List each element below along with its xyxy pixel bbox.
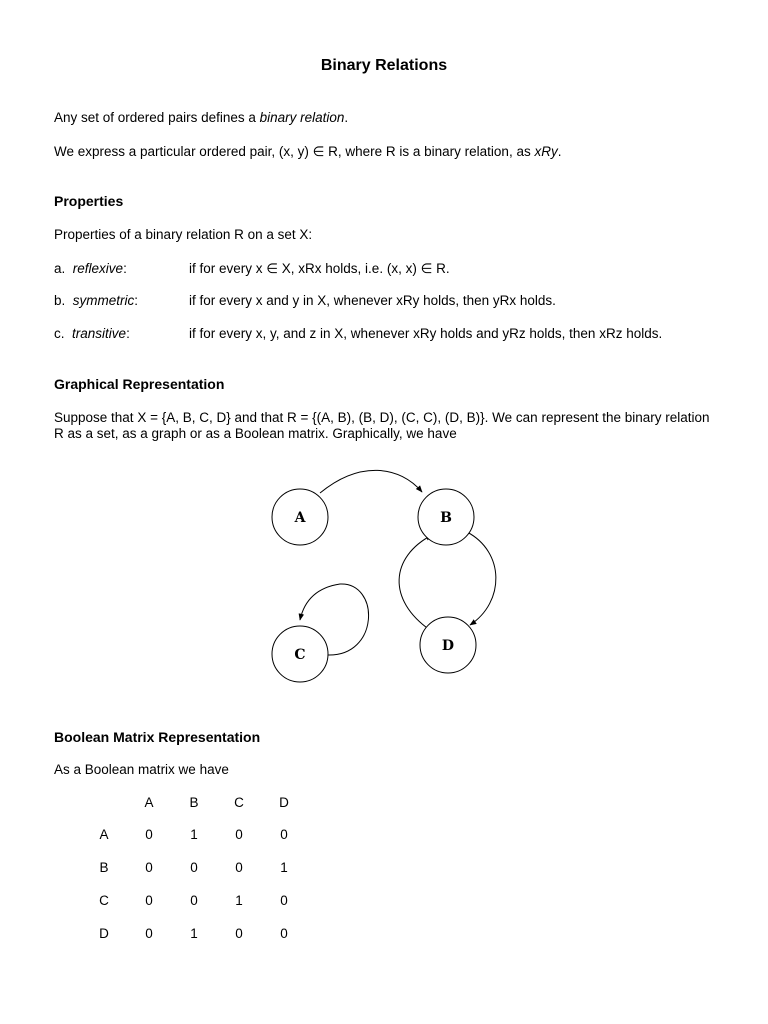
matrix-row-header: C (99, 893, 109, 908)
matrix-cell: 0 (145, 827, 153, 842)
matrix-cell: 0 (190, 860, 198, 875)
matrix-cell: 0 (190, 893, 198, 908)
binary-relation-term: binary relation (259, 110, 345, 125)
intro-line-1 (54, 110, 348, 126)
matrix-cell: 0 (235, 827, 243, 842)
matrix-cell: 0 (145, 893, 153, 908)
node-c-label: C (294, 647, 306, 663)
property-name: transitive (72, 326, 127, 341)
matrix-row-header: A (99, 827, 109, 842)
property-reflexive-desc: if for every x ∈ X, xRx holds, i.e. (x, x) ∈ R. (189, 261, 450, 276)
properties-heading: Properties (54, 193, 124, 209)
property-symmetric-label (54, 293, 138, 309)
property-name: symmetric (72, 293, 135, 308)
property-colon: : (126, 326, 130, 341)
page-title: Binary Relations (320, 57, 448, 74)
properties-lead: Properties of a binary relation R on a set X: (54, 227, 313, 242)
edge-d-b (399, 535, 432, 630)
node-b-label: B (440, 510, 452, 526)
matrix-cell: 1 (190, 926, 198, 941)
matrix-row-header: D (99, 926, 109, 941)
intro-line-2-period: . (557, 144, 562, 159)
property-symmetric-desc: if for every x and y in X, whenever xRy holds, then yRx holds. (189, 293, 556, 308)
matrix-cell: 0 (235, 860, 243, 875)
property-transitive-label (54, 326, 130, 342)
edge-b-d (467, 532, 496, 625)
xry-notation: xRy (534, 144, 558, 159)
intro-line-2-text: We express a particular ordered pair, (x, y) ∈ R, where R is a binary relation, as (54, 144, 535, 159)
property-colon: : (123, 261, 127, 276)
property-reflexive-label (54, 261, 127, 277)
graphical-heading: Graphical Representation (54, 376, 225, 392)
matrix-cell: 1 (190, 827, 198, 842)
matrix-cell: 0 (280, 827, 288, 842)
property-name: reflexive (72, 261, 124, 276)
property-letter: b. (54, 293, 66, 308)
matrix-lead: As a Boolean matrix we have (54, 762, 229, 777)
matrix-cell: 0 (280, 926, 288, 941)
node-a-label: A (294, 510, 306, 526)
intro-line-1-period: . (344, 110, 349, 125)
matrix-cell: 1 (280, 860, 288, 875)
node-d-label: D (441, 638, 455, 654)
matrix-cell: 0 (280, 893, 288, 908)
property-transitive-desc: if for every x, y, and z in X, whenever xRy holds and yRz holds, then xRz holds. (189, 326, 663, 341)
matrix-col-header: C (234, 795, 244, 810)
property-letter: c. (54, 326, 65, 341)
edge-a-b (320, 470, 422, 493)
relation-graph (260, 462, 510, 692)
property-letter: a. (54, 261, 66, 276)
intro-line-2 (54, 144, 561, 160)
matrix-row-header: B (99, 860, 109, 875)
matrix-cell: 0 (145, 860, 153, 875)
matrix-cell: 0 (235, 926, 243, 941)
graphical-paragraph: Suppose that X = {A, B, C, D} and that R = {(A, B), (B, D), (C, C), (D, B)}. We can represent the binary relation R as a set, as a graph or as a Boolean matrix. Graphically, we have (54, 410, 710, 441)
matrix-col-header: B (189, 795, 199, 810)
matrix-cell: 1 (235, 893, 243, 908)
matrix-heading: Boolean Matrix Representation (54, 729, 261, 745)
property-colon: : (134, 293, 139, 308)
intro-line-1-text: Any set of ordered pairs defines a (54, 110, 260, 125)
matrix-col-header: D (279, 795, 289, 810)
matrix-cell: 0 (145, 926, 153, 941)
matrix-col-header: A (144, 795, 154, 810)
